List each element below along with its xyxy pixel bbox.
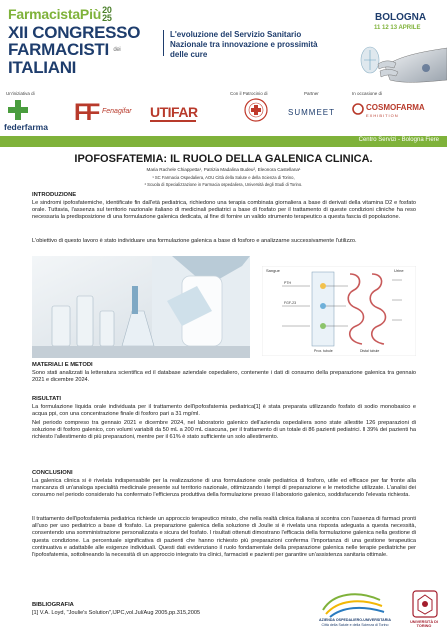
congress-header bbox=[0, 0, 447, 96]
results-heading: RISULTATI bbox=[32, 396, 61, 402]
label-partner: Partner bbox=[304, 91, 319, 96]
bibliography-item-1: [1] V.A. Loyd, "Joulie's Solution",IJPC,vol.Jul/Aug 2005,pp.315,2005 bbox=[32, 610, 201, 616]
label-iniziativa: Un'iniziativa di bbox=[6, 91, 35, 96]
conclusions-paragraph-2: Il trattamento dell'ipofosfatemia pediatrica richiede un approccio terapeutico mirato, che nella realtà clinica italiana si scontra con l'assenza di farmaci pronti all'uso per uso pediatrico a base di fosfato. La preparazione galenica della soluzione di Joulie si è rivelata una risposta adeguata a questa necessità, consentendo una somministrazione personalizzata e sicura del fosfato. I risultati ottenuti dimostrano l'efficacia della formulazione galenica nella gestione di questa condizione. La percentuale significativa di pazienti che hanno richiesto più preparazioni conferma l'importanza di una gestione terapeutica continuativa e adattabile alle esigenze individuali. Questi dati evidenziano il ruolo fondamentale della preparazione galenica nelle terapie pediatriche per l'ipofosfatemia, sottolineando la necessità di un approccio integrato tra clinici, farmacisti e pazienti per garantire un'assistenza sanitaria ottimale. bbox=[32, 516, 416, 559]
methods-paragraph: Sono stati analizzati la letteratura scientifica ed il database aziendale ospedaliero, contenente i dati di consumo della preparazione galenica tra gennaio 2021 e dicembre 2024. bbox=[32, 370, 416, 384]
intro-paragraph-2: L'obiettivo di questo lavoro è stato individuare una formulazione galenica a base di fosforo e analizzarne successivamente l'utilizzo. bbox=[32, 238, 357, 244]
intro-paragraph-1: Le sindromi ipofosfatemiche, identificate fin dall'età pediatrica, richiedono una terapia combinata giornaliera a base di derivati della vitamina D2 e fosfato orale. Tuttavia, l'assenza sul territorio nazionale italiano di medicinali pediatrici a base di fosfato per il trattamento di queste condizioni cliniche ha reso necessaria la predisposizione di una formulazione galenica dedicata, al fine di fornire un valido strumento terapeutico a questa fascia di popolazione. bbox=[32, 200, 416, 221]
congress-dei: dei bbox=[113, 47, 121, 54]
results-paragraph-1: La formulazione liquida orale individuata per il trattamento dell'ipofosfatemia pediatrica[1] è stata preparata utilizzando fosfato di sodio monobasico e acqua ppi, con una concentrazione finale di fosforo pari a 31 mg/ml. bbox=[32, 404, 416, 418]
federfarma-logo: federfarma bbox=[4, 122, 48, 132]
conclusions-heading: CONCLUSIONI bbox=[32, 470, 73, 476]
paper-authors: Maria Rachele Chiappetta¹, Patrizia Madalina Budeu², Eleonora Castellana¹ bbox=[146, 167, 301, 172]
unito-name: UNIVERSITÀ DI TORINO bbox=[410, 620, 438, 629]
venue-text: Centro Servizi - Bologna Fiere bbox=[358, 137, 439, 143]
conclusions-paragraph-1: La galenica clinica si è rivelata indispensabile per la realizzazione di una formulazione orale pediatrica di fosforo, utile ed efficace per far fronte alla mancanza di un'analoga specialità medicinale presente sul territorio nazionale, ottimizzando i tempi di preparazione e le metodiche utilizzate. L'analisi dei consumo nel periodo considerato ha confermato l'efficienza produttiva della formulazione presso il laboratorio galenico, soddisfacendo l'elevata richiesta. bbox=[32, 478, 416, 499]
header-divider bbox=[163, 30, 164, 56]
affiliation-1: ¹ SC Farmacia Ospedaliera, AOU Città della Salute e della Scienza di Torino, bbox=[152, 175, 295, 180]
cosmofarma-sub: EXHIBITION bbox=[366, 113, 399, 118]
brand-logo bbox=[8, 6, 112, 22]
figure-label-pth: PTH bbox=[284, 281, 291, 285]
fenagifar-logo: Fenagifar bbox=[102, 108, 132, 115]
figure-label-urine: Urine bbox=[394, 268, 404, 273]
label-patrocinio: Con il Patrocinio di bbox=[230, 91, 268, 96]
utifar-logo: UTIFAR bbox=[150, 104, 198, 120]
robot-hand-illustration-icon bbox=[330, 30, 447, 96]
congress-title bbox=[8, 24, 140, 76]
methods-heading: MATERIALI E METODI bbox=[32, 362, 93, 368]
paper-title: IPOFOSFATEMIA: IL RUOLO DELLA GALENICA CLINICA. bbox=[74, 153, 373, 165]
partners-strip bbox=[0, 88, 447, 136]
results-paragraph-2: Nel periodo compreso tra gennaio 2021 e dicembre 2024, nel laboratorio galenico dell'azienda ospedaliera sono state allestite 126 preparazioni di soluzione di fosforo galenico, con volumi variabili da 50 mL a 200 mL ciascuna, per il trattamento di un totale di 86 pazienti pediatrici. Il 39% dei pazienti ha richiesto l'allestimento di più preparazioni, mentre per il 61% è stato sufficiente un solo allestimento. bbox=[32, 420, 416, 441]
brand-name: FarmacistaPiù bbox=[8, 6, 102, 22]
venue-banner bbox=[0, 136, 447, 147]
figure-label-blood: Sangue bbox=[266, 268, 280, 273]
figure-label-fgf: FGF-23 bbox=[284, 301, 297, 305]
figure-label-ptc: Prox. tubule bbox=[314, 349, 333, 353]
congress-line2: FARMACISTI bbox=[8, 40, 109, 59]
congress-line1: XII CONGRESSO bbox=[8, 23, 141, 42]
congress-tagline: L'evoluzione del Servizio Sanitario Nazionale tra innovazione e prossimità delle cure bbox=[170, 30, 318, 59]
aou-city: Città della Salute e della Scienza di Torino bbox=[321, 623, 389, 627]
affiliation-2: ² Scuola di Specializzazione in Farmacia ospedaliera, Università degli Studi di Torino. bbox=[144, 182, 303, 187]
utifar-underline bbox=[150, 120, 196, 122]
figure-label-dct: Distal tubule bbox=[360, 349, 380, 353]
label-occasione: In occasione di bbox=[352, 91, 383, 96]
congress-line3: ITALIANI bbox=[8, 58, 77, 78]
aou-logo-swirl-icon bbox=[318, 588, 388, 618]
bibliography-heading: BIBLIOGRAFIA bbox=[32, 602, 74, 608]
phosphate-physiology-figure bbox=[262, 266, 416, 356]
summeet-logo: SUMMEET bbox=[288, 108, 335, 117]
intro-heading: INTRODUZIONE bbox=[32, 192, 77, 198]
city-name: BOLOGNA bbox=[375, 12, 427, 23]
cosmofarma-mark-icon bbox=[352, 103, 364, 115]
unito-seal-icon bbox=[412, 590, 438, 618]
ministero-seal-icon bbox=[244, 98, 268, 122]
congress-line2-wrap bbox=[8, 41, 140, 59]
aou-name: AZIENDA OSPEDALIERO-UNIVERSITARIA bbox=[319, 618, 391, 622]
cosmofarma-logo: COSMOFARMA bbox=[366, 103, 425, 112]
brand-year: 20 25 bbox=[102, 5, 112, 23]
event-dates: 11 12 13 APRILE bbox=[374, 25, 421, 31]
federfarma-cross-icon bbox=[8, 100, 28, 120]
fenagifar-ff-mark: FF bbox=[74, 99, 98, 126]
laboratory-photo bbox=[32, 256, 250, 358]
